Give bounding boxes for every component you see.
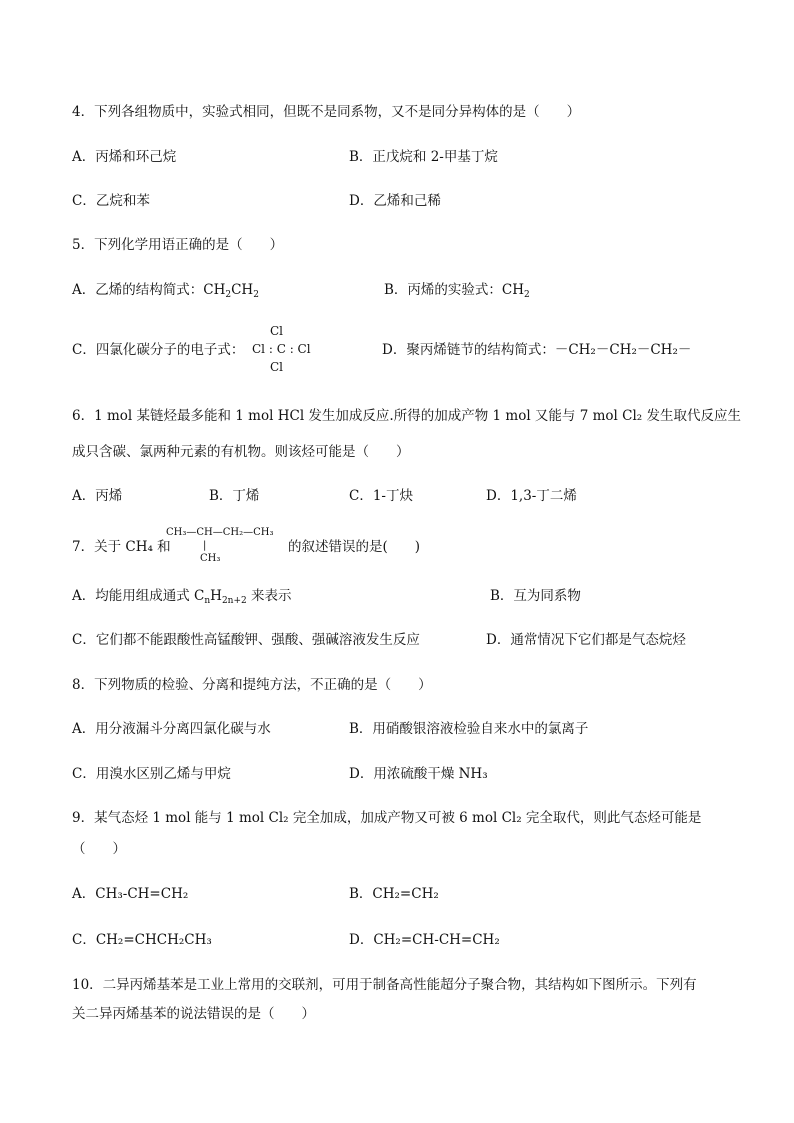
q5-a-mid: CH bbox=[231, 282, 254, 298]
q7-option-b: B．互为同系物 bbox=[490, 588, 581, 604]
q8-option-b: B．用硝酸银溶液检验自来水中的氯离子 bbox=[349, 721, 589, 737]
q8-option-d: D．用浓硫酸干燥 NH₃ bbox=[349, 766, 488, 782]
q5-b-prefix: B．丙烯的实验式：CH bbox=[384, 282, 525, 298]
q5-option-d: D．聚丙烯链节的结构简式：－CH₂－CH₂－CH₂－ bbox=[382, 342, 692, 358]
q7-stem-suffix: 的叙述错误的是( ) bbox=[288, 539, 421, 555]
q5-stem: 5．下列化学用语正确的是（ ） bbox=[72, 237, 284, 253]
isobutane-structure-bottom: CH₃ bbox=[200, 553, 221, 564]
q8-stem: 8．下列物质的检验、分离和提纯方法，不正确的是（ ） bbox=[72, 677, 432, 693]
q8-option-c: C．用溴水区别乙烯与甲烷 bbox=[72, 766, 231, 782]
q4-option-c: C．乙烷和苯 bbox=[72, 193, 150, 209]
q9-option-b: B．CH₂=CH₂ bbox=[349, 886, 439, 902]
q10-stem-line1: 10．二异丙烯基苯是工业上常用的交联剂，可用于制备高性能超分子聚合物，其结构如下图所示。下列有 bbox=[72, 977, 697, 993]
q7-a-suffix: 来表示 bbox=[246, 588, 292, 604]
q6-option-b: B．丁烯 bbox=[209, 488, 260, 504]
q5-option-b bbox=[384, 281, 530, 304]
q6-option-c: C．1-丁炔 bbox=[349, 488, 413, 504]
q8-option-a: A．用分液漏斗分离四氯化碳与水 bbox=[72, 721, 271, 737]
q6-stem-line2: 成只含碳、氯两种元素的有机物。则该烃可能是（ ） bbox=[72, 444, 410, 460]
q4-option-d: D．乙烯和己稀 bbox=[349, 193, 441, 209]
q9-option-c: C．CH₂=CHCH₂CH₃ bbox=[72, 932, 212, 948]
q7-stem-prefix: 7．关于 CH₄ 和 bbox=[72, 539, 171, 555]
q5-a-prefix: A．乙烯的结构简式：CH bbox=[72, 282, 226, 298]
q10-stem-line2: 关二异丙烯基苯的说法错误的是（ ） bbox=[72, 1006, 315, 1022]
isobutane-structure-top: CH₃—CH—CH₂—CH₃ bbox=[166, 527, 274, 538]
q7-option-a bbox=[72, 587, 292, 610]
q6-option-a: A．丙烯 bbox=[72, 488, 123, 504]
q5-a-sub1: 2 bbox=[225, 290, 232, 300]
q7-option-c: C．它们都不能跟酸性高锰酸钾、强酸、强碱溶液发生反应 bbox=[72, 632, 420, 648]
q7-a-sub: 2n+2 bbox=[221, 596, 247, 606]
q9-stem-line1: 9．某气态烃 1 mol 能与 1 mol Cl₂ 完全加成，加成产物又可被 6 mol Cl₂ 完全取代，则此气态烃可能是 bbox=[72, 810, 702, 826]
q9-option-d: D．CH₂=CH-CH=CH₂ bbox=[349, 932, 500, 948]
ccl4-electron-formula-top: Cl bbox=[270, 324, 284, 338]
q4-option-b: B．正戊烷和 2-甲基丁烷 bbox=[349, 149, 498, 165]
q9-option-a: A．CH₃-CH=CH₂ bbox=[72, 886, 189, 902]
q5-a-sub2: 2 bbox=[253, 290, 259, 300]
q4-stem: 4．下列各组物质中，实验式相同，但既不是同系物，又不是同分异构体的是（ ） bbox=[72, 104, 581, 120]
q7-option-d: D．通常情况下它们都是气态烷烃 bbox=[486, 632, 686, 648]
q9-stem-line2: （ ） bbox=[72, 841, 126, 857]
q5-option-c: C．四氯化碳分子的电子式： bbox=[72, 342, 245, 358]
q7-a-h: H bbox=[210, 588, 222, 604]
ccl4-electron-formula-bottom: Cl bbox=[270, 360, 284, 374]
q7-a-prefix: A．均能用组成通式 C bbox=[72, 588, 205, 604]
q5-option-a bbox=[72, 281, 259, 304]
ccl4-electron-formula-middle: Cl : C : Cl bbox=[252, 342, 311, 356]
q5-b-sub: 2 bbox=[524, 290, 530, 300]
q6-option-d: D．1,3-丁二烯 bbox=[486, 488, 577, 504]
q6-stem-line1: 6．1 mol 某链烃最多能和 1 mol HCl 发生加成反应.所得的加成产物 1 mol 又能与 7 mol Cl₂ 发生取代反应生 bbox=[72, 408, 741, 424]
q7-a-n: n bbox=[204, 596, 211, 606]
q4-option-a: A．丙烯和环己烷 bbox=[72, 149, 177, 165]
isobutane-structure-bond: | bbox=[203, 540, 207, 551]
